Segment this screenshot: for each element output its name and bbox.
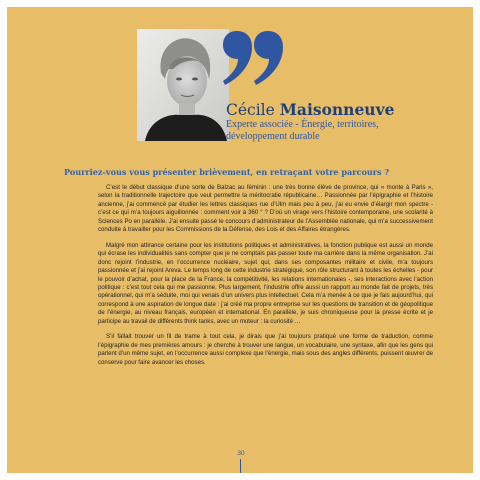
first-name: Cécile xyxy=(226,101,275,119)
page xyxy=(7,7,473,473)
answer-paragraph: Malgré mon attirance certaine pour les institutions politiques et administratives, la fonction publique est aussi un monde qui écrase les individualités sans compter que je ne comptais pas passer toute ma carrière dans la même organisation. J’ai donc rejoint l’industrie, en l’occurrence nucléaire, sujet qui, dans ses composantes militaire et civile, m’a toujours passionnée et j’ai rejoint Areva. Le temps long de cette industrie stratégique, son rôle structurant à toutes les échelles - pour le pouvoir d’achat, pour la place de la France, la compétitivité, les relations internationales -, ses interactions avec l’action politique : c’est tout cela qui me passionne. Plus largement, l’industrie offre aussi un rapport au monde fait de projets, très opérationnel, qui m’a séduite, moi qui venais d’un univers plus intellectuel. Cela m’a menée à ce que je fais aujourd’hui, qui correspond à une aspiration de longue date : j’ai créé ma propre entreprise sur les questions de transition et de géopolitique de l’énergie, au niveau français, européen et international. En parallèle, je suis chroniqueuse pour la presse écrite et je participe au travail de différents think tanks, avec un moteur : la curiosité … xyxy=(98,241,433,325)
page-number: 30 xyxy=(237,450,245,457)
answer-paragraph: S’il fallait trouver un fil de trame à tout cela, je dirais que j’ai toujours pratiqué une forme de traduction, comme l’épigraphie de mes premières amours : je cherche à trouver une langue, un vocabulaire, une syntaxe, afin que les gens qui parlent d’un même sujet, en l’occurrence aussi complexe que l’énergie, mais sous des angles différents, puissent œuvrer de conserve pour faire avancer les choses. xyxy=(98,333,433,366)
answer-body xyxy=(98,184,433,374)
interview-question: Pourriez-vous vous présenter brièvement, en retraçant votre parcours ? xyxy=(64,167,390,177)
closing-quote-icon xyxy=(221,27,285,87)
answer-paragraph: C’est le début classique d’une sorte de Balzac au féminin : une très bonne élève de province, qui « monte à Paris », selon la traditionnelle trajectoire que veut permettre la méritocratie républicaine… Passionnée par l’épigraphie et l’histoire ancienne, j’ai commencé par étudier les lettres classiques rue d’Ulm mais peu à peu, j’ai eu envie d’élargir mon spectre - c’est ce qui m’a toujours aiguillonnée : comment voir à 360 ° ? D’où un virage vers l’histoire contemporaine, une scolarité à Sciences Po en parallèle. J’ai ensuite passé le concours d’administrateur de l’Assemblée nationale, qui m’a successivement conduite à travailler pour les Commissions de la Défense, des Lois et des Affaires étrangères. xyxy=(98,184,433,234)
portrait-photo xyxy=(137,29,229,141)
last-name: Maisonneuve xyxy=(279,100,395,119)
person-name xyxy=(226,101,466,119)
footer-rule xyxy=(240,459,241,473)
person-role: Experte associée - Énergie, territoires, développement durable xyxy=(226,119,379,142)
